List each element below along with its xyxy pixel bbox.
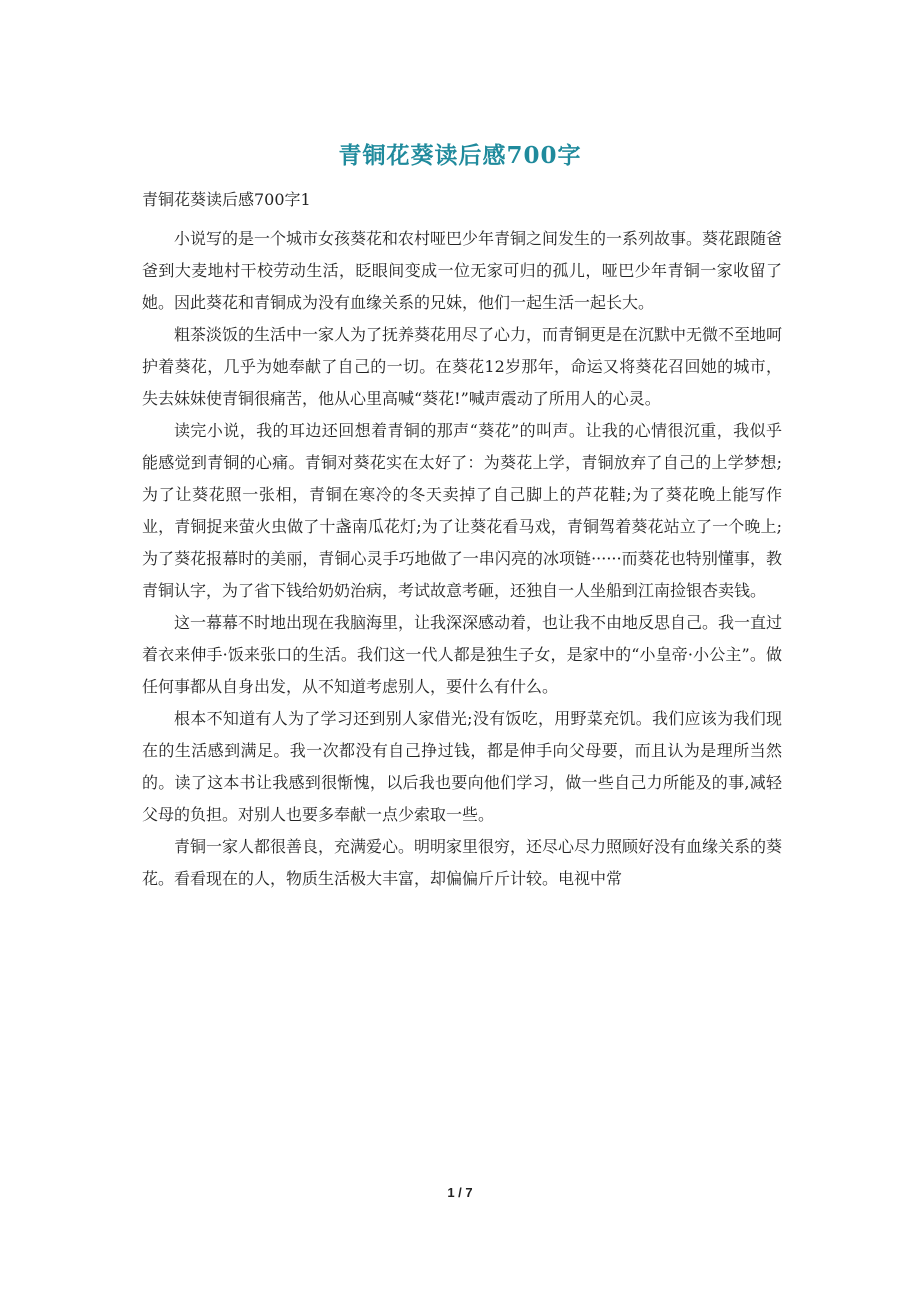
- paragraph: 这一幕幕不时地出现在我脑海里，让我深深感动着，也让我不由地反思自己。我一直过着衣来伸手·饭来张口的生活。我们这一代人都是独生子女，是家中的“小皇帝·小公主”。做任何事都从自身出发，从不知道考虑别人，要什么有什么。: [142, 613, 783, 696]
- paragraph: 读完小说，我的耳边还回想着青铜的那声“葵花”的叫声。让我的心情很沉重，我似乎能感觉到青铜的心痛。青铜对葵花实在太好了：为葵花上学，青铜放弃了自己的上学梦想;为了让葵花照一张相，青铜在寒冷的冬天卖掉了自己脚上的芦花鞋;为了葵花晚上能写作业，青铜捉来萤火虫做了十盏南瓜花灯;为了让葵花看马戏，青铜驾着葵花站立了一个晚上;为了葵花报幕时的美丽，青铜心灵手巧地做了一串闪亮的冰项链······而葵花也特别懂事，教青铜认字，为了省下钱给奶奶治病，考试故意考砸，还独自一人坐船到江南捡银杏卖钱。: [142, 421, 782, 600]
- page-number: 1 / 7: [447, 1185, 473, 1200]
- paragraph: 小说写的是一个城市女孩葵花和农村哑巴少年青铜之间发生的一系列故事。葵花跟随爸爸到大麦地村干校劳动生活，眨眼间变成一位无家可归的孤儿，哑巴少年青铜一家收留了她。因此葵花和青铜成为没有血缘关系的兄妹，他们一起生活一起长大。: [142, 229, 783, 312]
- document-title: 青铜花葵读后感700字: [338, 142, 582, 169]
- document-body: [142, 223, 782, 895]
- paragraph: 根本不知道有人为了学习还到别人家借光;没有饭吃，用野菜充饥。我们应该为我们现在的生活感到满足。我一次都没有自己挣过钱，都是伸手向父母要，而且认为是理所当然的。读了这本书让我感到很惭愧，以后我也要向他们学习，做一些自己力所能及的事,减轻父母的负担。对别人也要多奉献一点少索取一些。: [142, 709, 782, 824]
- section-heading: 青铜花葵读后感700字1: [142, 190, 311, 209]
- paragraph: 粗茶淡饭的生活中一家人为了抚养葵花用尽了心力，而青铜更是在沉默中无微不至地呵护着葵花，几乎为她奉献了自己的一切。在葵花12岁那年，命运又将葵花召回她的城市，失去妹妹使青铜很痛苦，他从心里高喊“葵花!”喊声震动了所用人的心灵。: [142, 325, 783, 408]
- paragraph: 青铜一家人都很善良，充满爱心。明明家里很穷，还尽心尽力照顾好没有血缘关系的葵花。看看现在的人，物质生活极大丰富，却偏偏斤斤计较。电视中常: [142, 837, 783, 888]
